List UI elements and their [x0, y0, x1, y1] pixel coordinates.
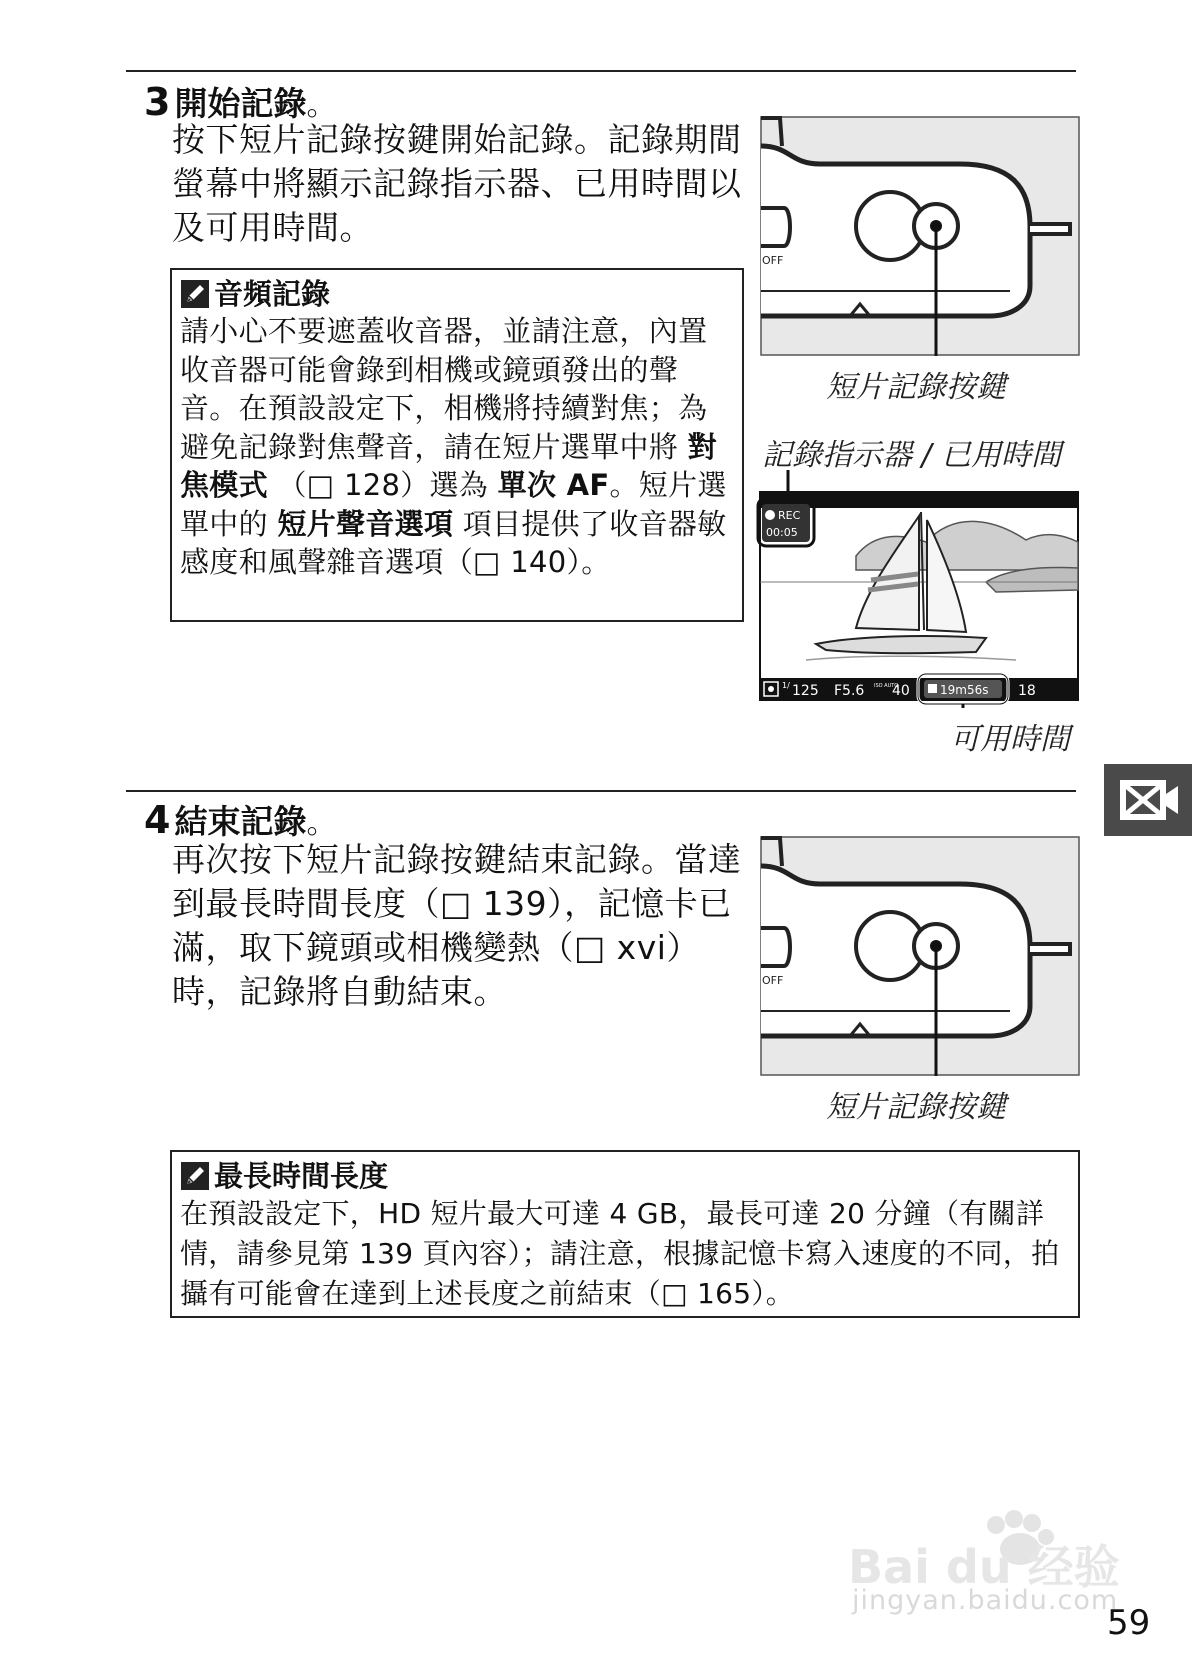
paw-logo-icon: [848, 1505, 1128, 1595]
note-audio-body: 請小心不要遮蓋收音器，並請注意，內置收音器可能會錄到相機或鏡頭發出的聲音。在預設設定下，相機將持續對焦；為避免記錄對焦聲音，請在短片選單中將 對焦模式 （□ 128）選為 單次 AF。短片選單中的 短片聲音選項 項目提供了收音器敏感度和風聲雜音選項（□ 140）。: [180, 314, 727, 579]
iso-value: 40: [892, 683, 910, 699]
movie-camera-icon: [1104, 764, 1192, 836]
note-audio: [170, 268, 744, 622]
elapsed-time: 00:05: [766, 526, 798, 539]
chapter-tab: [1104, 764, 1192, 836]
step3-heading: 3 開始記錄。: [144, 80, 337, 124]
off-label: OFF: [762, 974, 784, 987]
step3-title: 開始記錄: [174, 84, 307, 123]
off-label: OFF: [762, 254, 784, 267]
note-max-length-body: 在預設設定下，HD 短片最大可達 4 GB，最長可達 20 分鐘（有關詳情，請參見第 139 頁內容）；請注意，根據記憶卡寫入速度的不同，拍攝有可能會在達到上述長度之前結束（□ 165）。: [180, 1197, 1060, 1310]
top-rule: [126, 70, 1076, 72]
caption-record-button-2: 短片記錄按鍵: [826, 1090, 1006, 1125]
shutter-value: 125: [792, 683, 819, 699]
watermark-url: jingyan.baidu.com: [852, 1585, 1119, 1616]
shutter-prefix: 1/: [782, 681, 790, 690]
frames-remaining: 18: [1018, 683, 1036, 699]
baidu-watermark: [848, 1505, 1128, 1640]
step3-number: 3: [144, 80, 171, 124]
caption-record-button-1: 短片記錄按鍵: [826, 370, 1006, 405]
pencil-icon: [180, 1161, 210, 1191]
term-single-af: 單次 AF: [497, 468, 610, 502]
term-sound-options: 短片聲音選項: [277, 506, 454, 541]
step4-heading: 4 結束記錄。: [144, 798, 337, 842]
camera-top-illustration-1: [760, 116, 1080, 356]
step4-title: 結束記錄: [174, 802, 307, 841]
step3-body: 按下短片記錄按鍵開始記錄。記錄期間螢幕中將顯示記錄指示器、已用時間以及可用時間。: [172, 120, 742, 247]
caption-available-time: 可用時間: [950, 722, 1070, 757]
rec-label: REC: [778, 509, 801, 522]
page-number: 59: [1107, 1603, 1151, 1643]
note-max-length: [170, 1150, 1080, 1318]
aperture-value: F5.6: [834, 683, 865, 699]
step4-body: 再次按下短片記錄按鍵結束記錄。當達到最長時間長度（□ 139），記憶卡已滿，取下鏡頭或相機變熱（□ xvi）時，記錄將自動結束。: [172, 840, 742, 1011]
watermark-brand: Bai du 经验: [848, 1540, 1120, 1594]
iso-label: ISO AUTO: [874, 683, 899, 689]
remaining-time: 19m56s: [940, 683, 989, 697]
caption-rec-indicator: 記錄指示器 / 已用時間: [762, 438, 1062, 473]
monitor-display-illustration: [756, 470, 1080, 708]
pencil-icon: [180, 279, 210, 309]
camera-top-illustration-2: [760, 836, 1080, 1076]
movie-icon: [928, 684, 937, 693]
note-audio-title: 音頻記錄: [214, 277, 331, 311]
step4-number: 4: [144, 798, 171, 842]
term-focus-mode: 對焦模式: [180, 429, 717, 502]
note-max-length-title: 最長時間長度: [214, 1159, 389, 1193]
section-rule: [126, 790, 1076, 792]
